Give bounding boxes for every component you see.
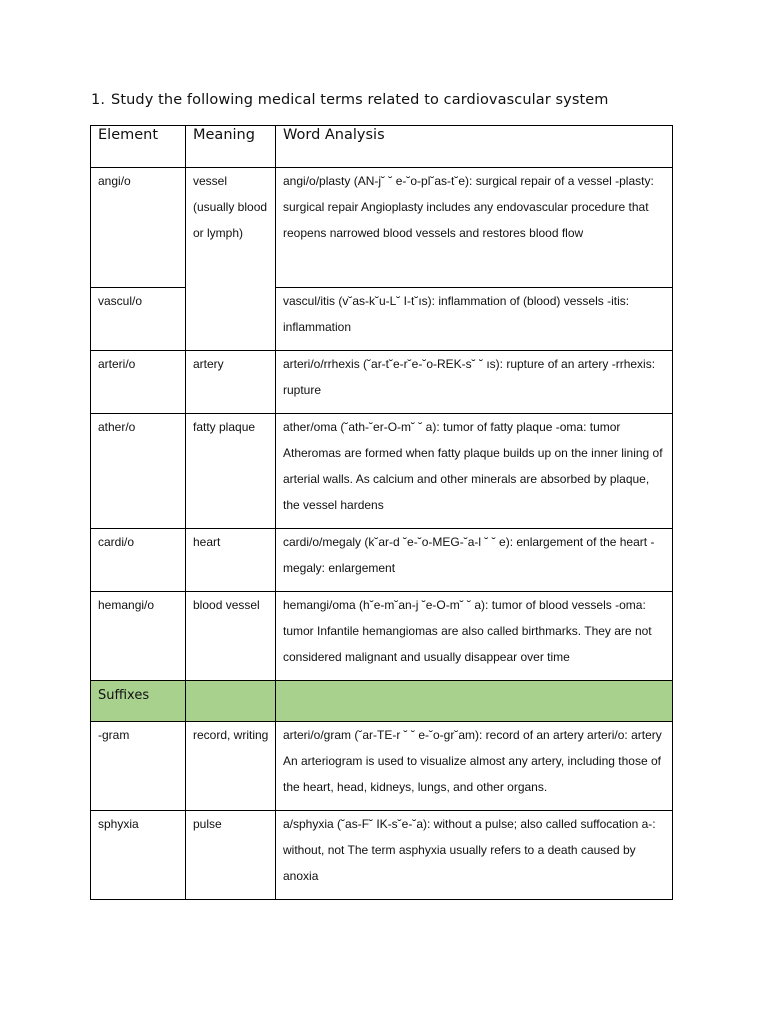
heading-number: 1. xyxy=(91,92,106,108)
header-element: Element xyxy=(91,126,186,168)
suffixes-section-row xyxy=(91,681,673,722)
word-analysis-cell: hemangi/oma (h˘e-m˘an-j ˘e-O-m˘ ˘ a): tumor of blood vessels -oma: tumor Infantile hemangiomas are also called birthmarks. They are not considered malignant and usually disappear over time xyxy=(276,592,673,681)
table-row xyxy=(91,592,673,681)
word-analysis-cell: vascul/itis (v˘as-k˘u-L˘ I-t˘ıs): inflammation of (blood) vessels -itis: inflammation xyxy=(276,288,673,351)
meaning-cell: heart xyxy=(186,529,276,592)
table-row xyxy=(91,722,673,811)
element-cell: arteri/o xyxy=(91,351,186,414)
element-cell: hemangi/o xyxy=(91,592,186,681)
table-row xyxy=(91,414,673,529)
word-analysis-cell: arteri/o/rrhexis (˘ar-t˘e-r˘e-˘o-REK-s˘ ˘ ıs): rupture of an artery -rrhexis: rupture xyxy=(276,351,673,414)
element-cell: ather/o xyxy=(91,414,186,529)
medical-terms-table xyxy=(90,125,673,900)
empty-cell xyxy=(276,681,673,722)
meaning-cell: artery xyxy=(186,351,276,414)
page-heading xyxy=(91,92,609,108)
element-cell: cardi/o xyxy=(91,529,186,592)
table-row xyxy=(91,288,673,351)
suffixes-label: Suffixes xyxy=(91,681,186,722)
empty-cell xyxy=(186,681,276,722)
table-header-row xyxy=(91,126,673,168)
table-row xyxy=(91,168,673,288)
word-analysis-cell: ather/oma (˘ath-˘er-O-m˘ ˘ a): tumor of fatty plaque -oma: tumor Atheromas are formed when fatty plaque builds up on the inner lining of arterial walls. As calcium and other minerals are absorbed by plaque, the vessel hardens xyxy=(276,414,673,529)
word-analysis-cell: cardi/o/megaly (k˘ar-d ˘e-˘o-MEG-˘a-l ˘ ˘ e): enlargement of the heart -megaly: enlargement xyxy=(276,529,673,592)
table-row xyxy=(91,811,673,900)
meaning-cell: blood vessel xyxy=(186,592,276,681)
meaning-cell: record, writing xyxy=(186,722,276,811)
heading-text: Study the following medical terms related to cardiovascular system xyxy=(111,92,609,108)
element-cell: sphyxia xyxy=(91,811,186,900)
meaning-cell: pulse xyxy=(186,811,276,900)
element-cell: angi/o xyxy=(91,168,186,288)
table-row xyxy=(91,529,673,592)
word-analysis-cell: angi/o/plasty (AN-j˘ ˘ e-˘o-pl˘as-t˘e): surgical repair of a vessel -plasty: surgical repair Angioplasty includes any endovascular procedure that reopens narrowed blood vessels and restores blood flow xyxy=(276,168,673,288)
header-meaning: Meaning xyxy=(186,126,276,168)
meaning-cell: vessel (usually blood or lymph) xyxy=(186,168,276,351)
word-analysis-cell: a/sphyxia (˘as-F˘ IK-s˘e-˘a): without a pulse; also called suffocation a-: without, not The term asphyxia usually refers to a death caused by anoxia xyxy=(276,811,673,900)
meaning-cell: fatty plaque xyxy=(186,414,276,529)
word-analysis-cell: arteri/o/gram (˘ar-TE-r ˘ ˘ e-˘o-gr˘am): record of an artery arteri/o: artery An arteriogram is used to visualize almost any artery, including those of the heart, head, kidneys, lungs, and other organs. xyxy=(276,722,673,811)
table-row xyxy=(91,351,673,414)
element-cell: -gram xyxy=(91,722,186,811)
element-cell: vascul/o xyxy=(91,288,186,351)
header-word-analysis: Word Analysis xyxy=(276,126,673,168)
